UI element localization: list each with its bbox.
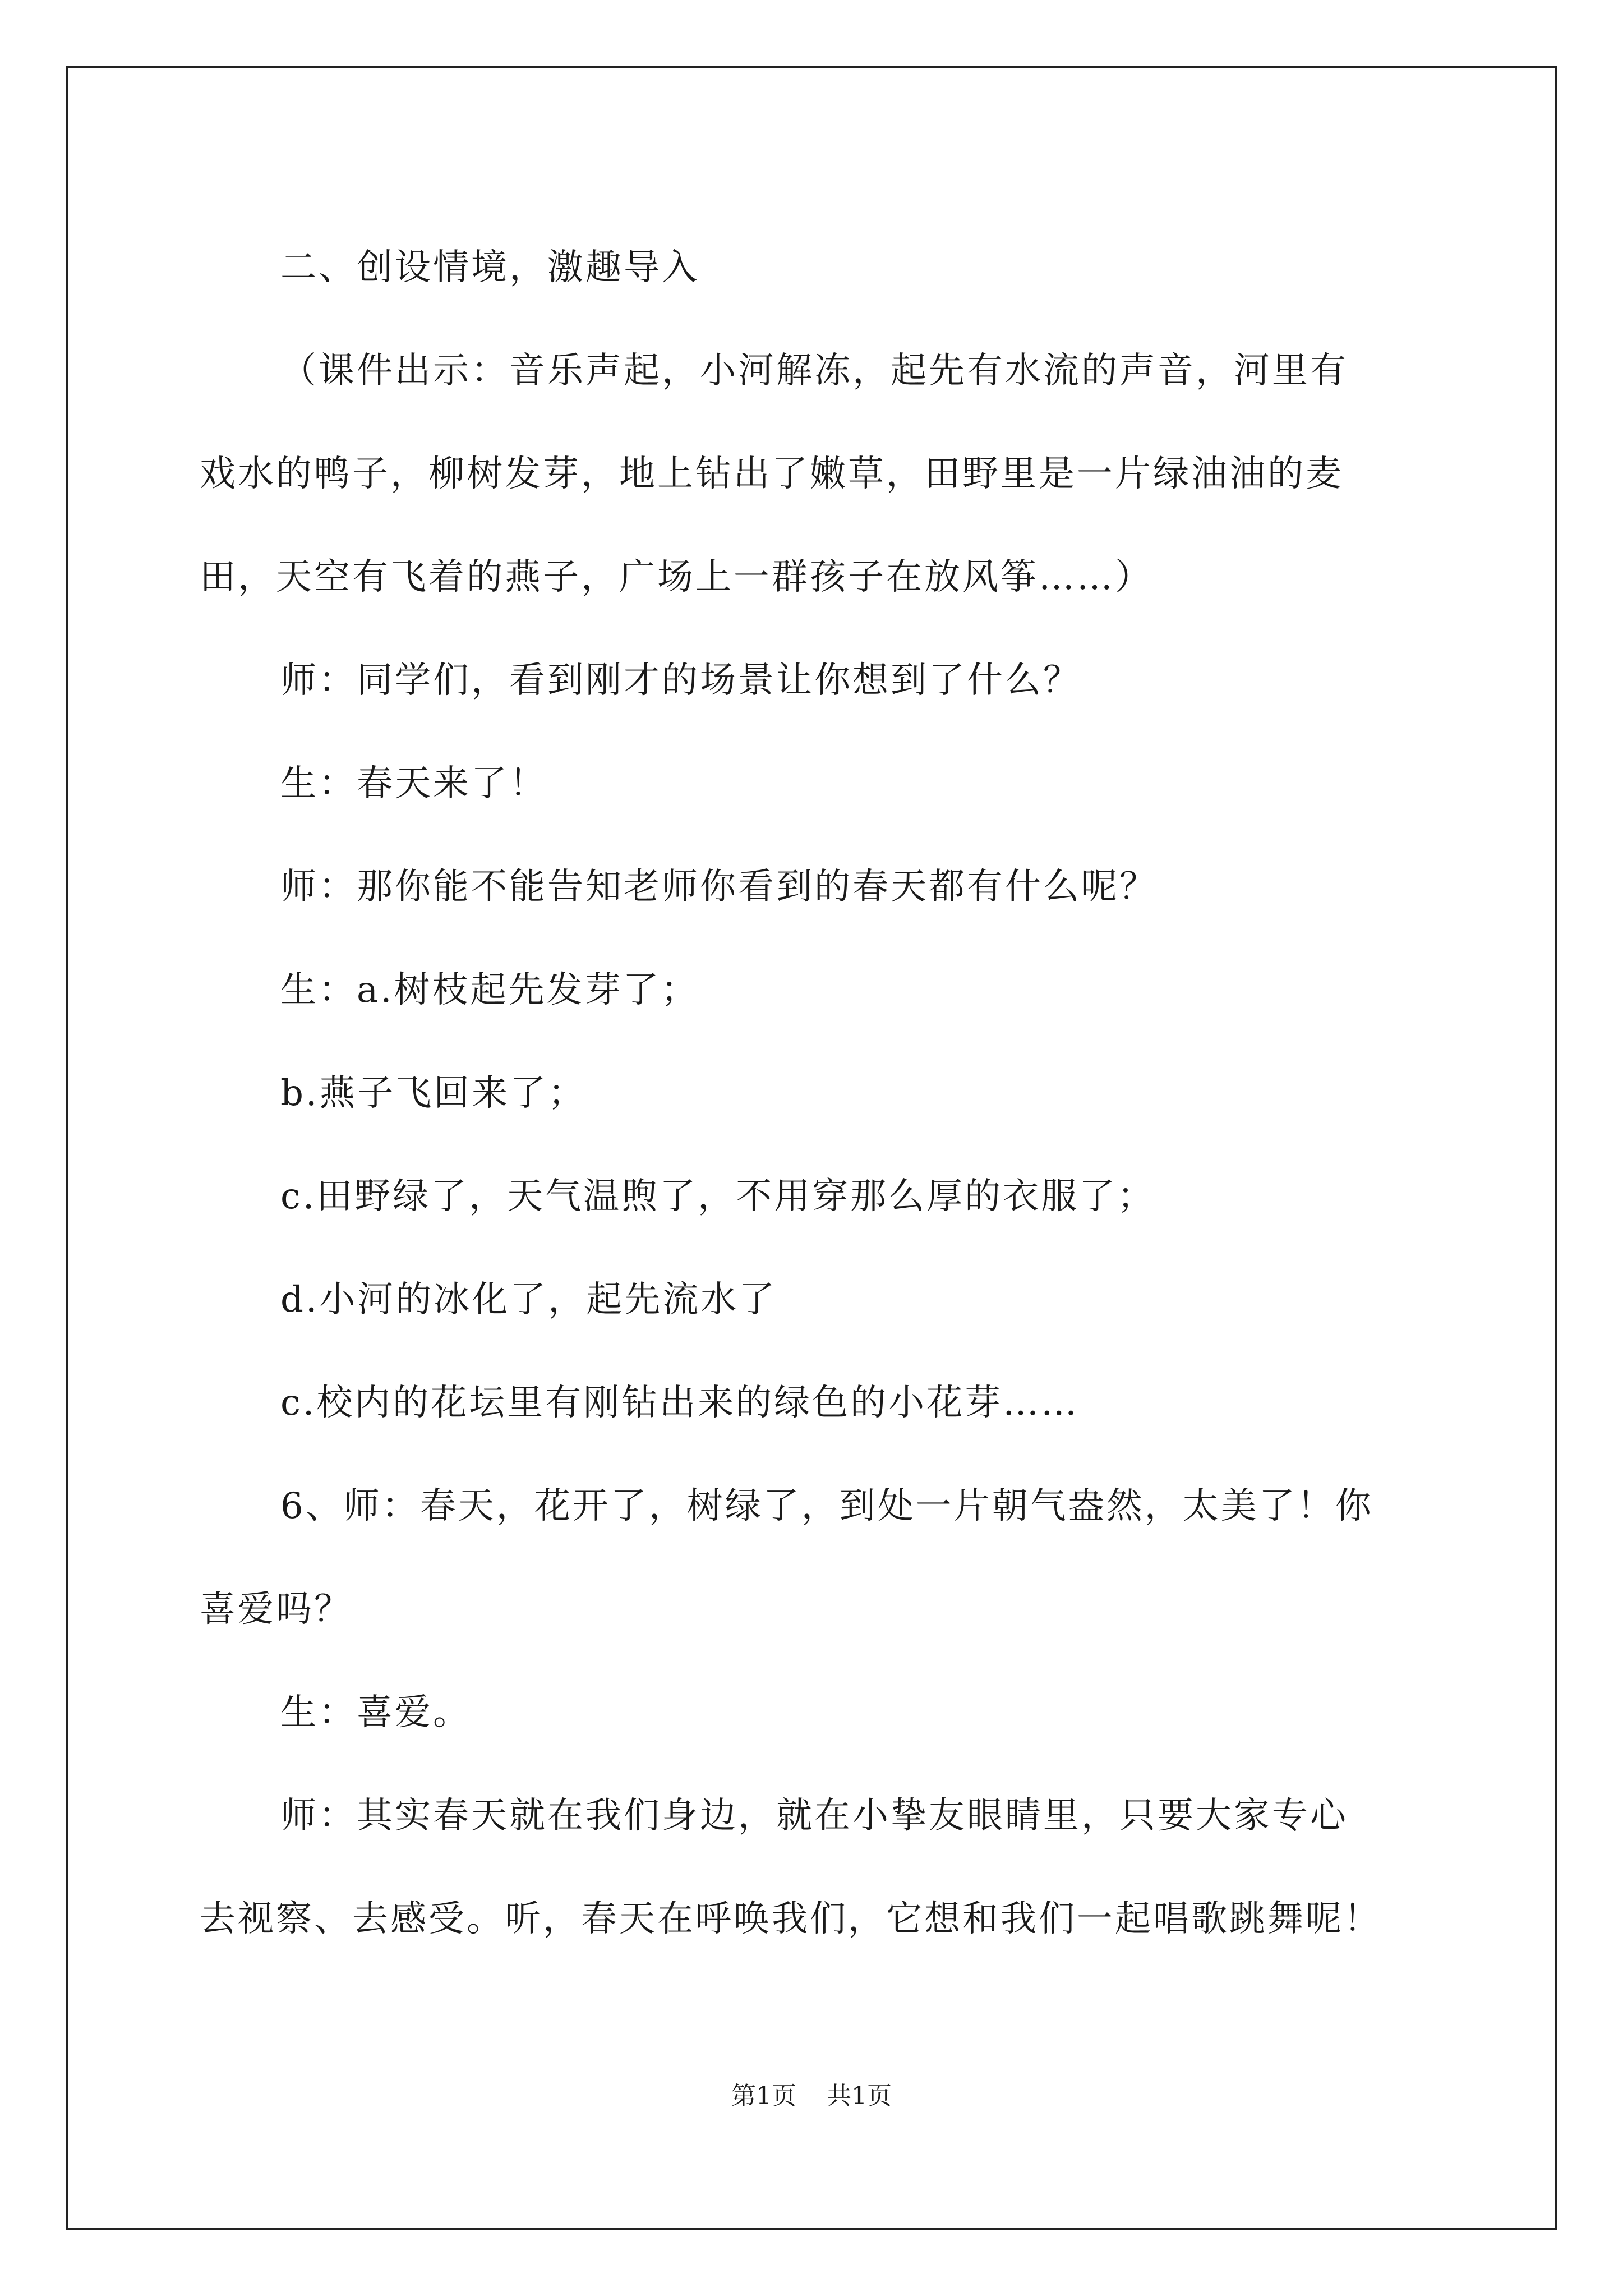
paragraph-line: 师：其实春天就在我们身边，就在小挚友眼睛里，只要大家专心 bbox=[280, 1795, 1348, 1837]
paragraph-line: 生：喜爱。 bbox=[280, 1692, 471, 1733]
paragraph-line: 师：同学们，看到刚才的场景让你想到了什么？ bbox=[280, 660, 1081, 701]
paragraph-line: d.小河的冰化了，起先流水了 bbox=[280, 1279, 777, 1320]
paragraph-line: 生：a.树枝起先发芽了； bbox=[280, 969, 699, 1011]
paragraph-line: （课件出示：音乐声起，小河解冻，起先有水流的声音，河里有 bbox=[280, 350, 1348, 392]
page-number-current: 第1页 bbox=[731, 2082, 796, 2110]
paragraph-line: 去视察、去感受。听，春天在呼唤我们，它想和我们一起唱歌跳舞呢！ bbox=[200, 1898, 1382, 1940]
page-footer bbox=[0, 2076, 1623, 2111]
page-number-total: 共1页 bbox=[827, 2082, 892, 2110]
paragraph-line: b.燕子飞回来了； bbox=[280, 1073, 587, 1114]
paragraph-line: 师：那你能不能告知老师你看到的春天都有什么呢？ bbox=[280, 866, 1158, 908]
paragraph-line: 戏水的鸭子，柳树发芽，地上钻出了嫩草，田野里是一片绿油油的麦 bbox=[200, 453, 1344, 495]
paragraph-line: 生：春天来了！ bbox=[280, 763, 547, 804]
paragraph-line: c.田野绿了，天气温煦了，不用穿那么厚的衣服了； bbox=[280, 1176, 1156, 1217]
section-heading: 二、创设情境，激趣导入 bbox=[280, 247, 700, 288]
paragraph-line: 田，天空有飞着的燕子，广场上一群孩子在放风筝……） bbox=[200, 556, 1153, 598]
document-body bbox=[200, 216, 1423, 1971]
paragraph-line: c.校内的花坛里有刚钻出来的绿色的小花芽…… bbox=[280, 1382, 1080, 1424]
paragraph-line: 6、师：春天，花开了，树绿了，到处一片朝气盎然，太美了！你 bbox=[280, 1485, 1373, 1527]
paragraph-line: 喜爱吗？ bbox=[200, 1589, 352, 1630]
